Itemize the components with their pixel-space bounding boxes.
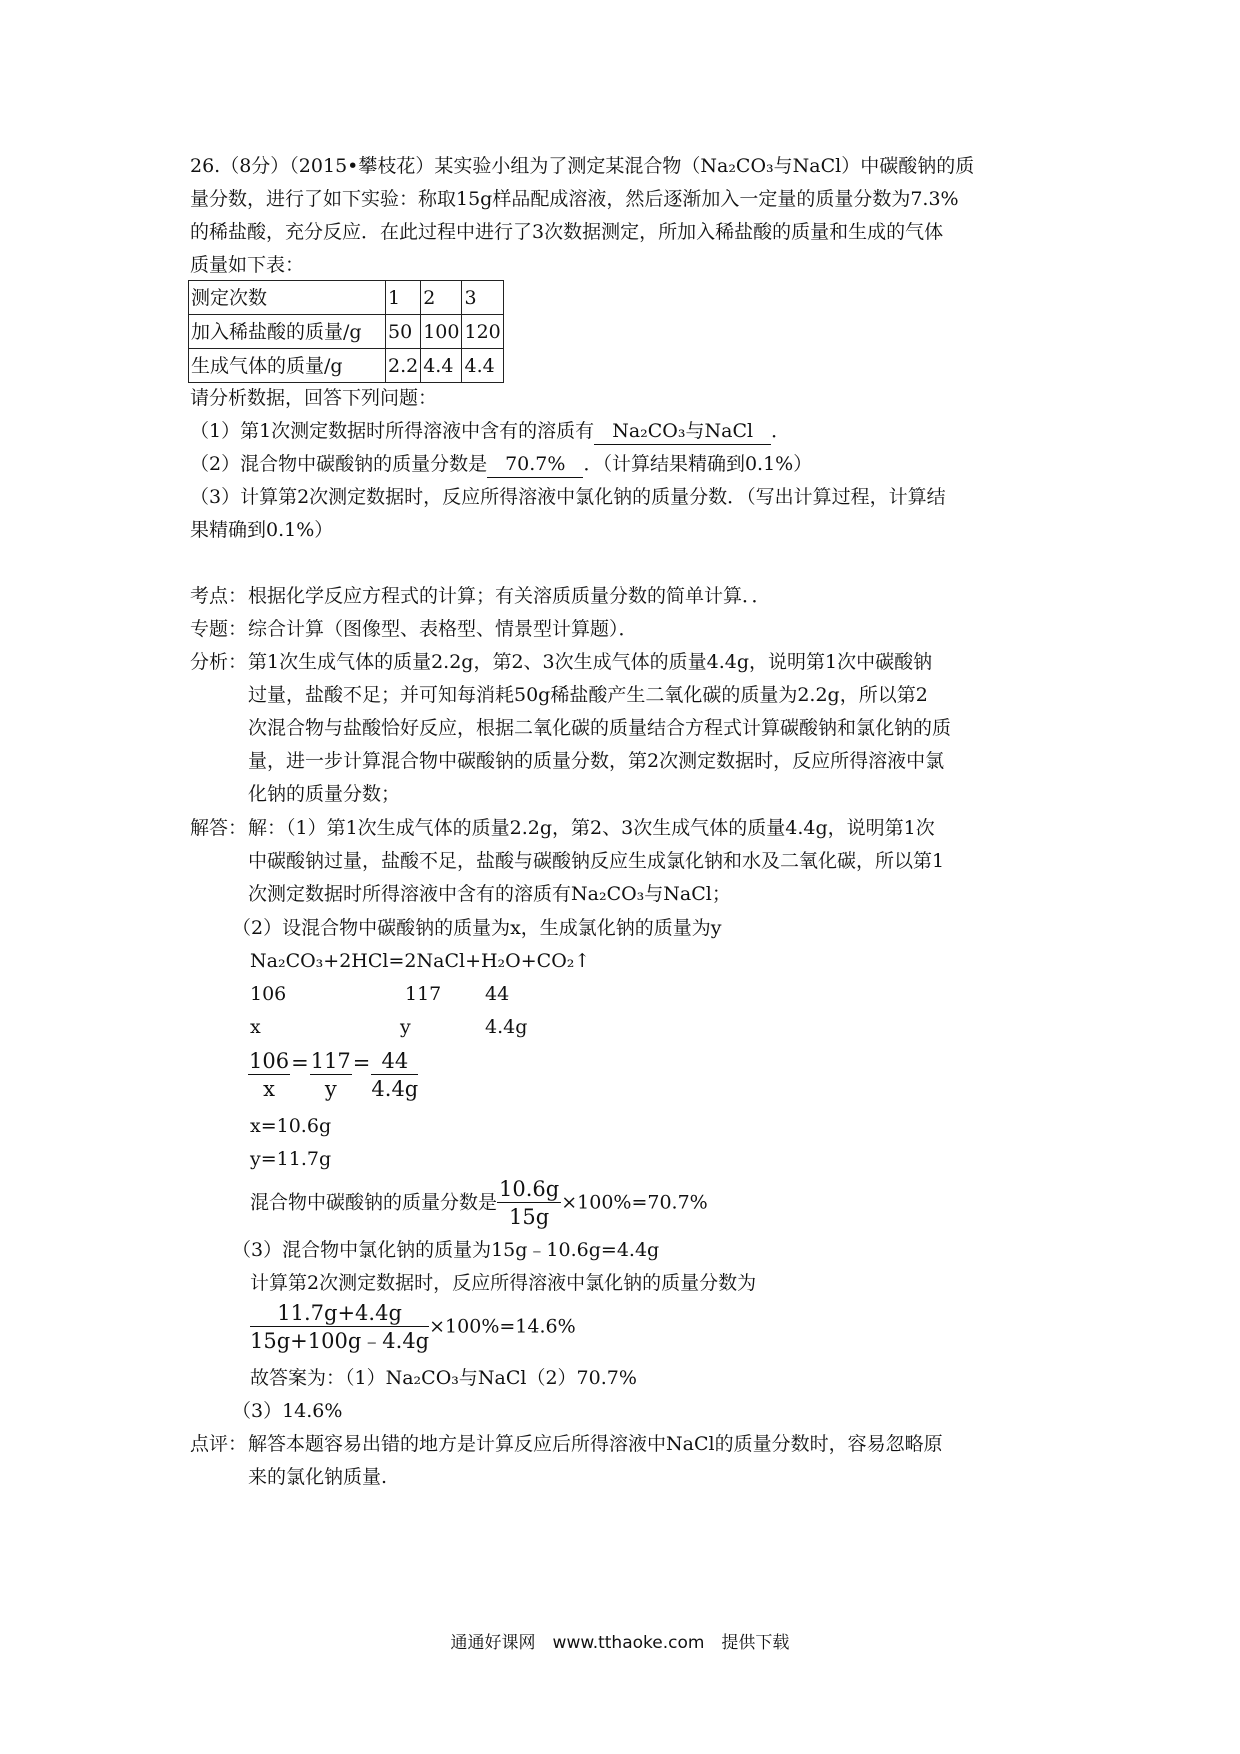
section-line: 来的氯化钠质量. bbox=[248, 1466, 388, 1488]
result-x: x=10.6g bbox=[250, 1115, 332, 1137]
section-line: 化钠的质量分数； bbox=[248, 783, 401, 805]
answer-summary: 故答案为：（1）Na₂CO₃与NaCl（2）70.7% bbox=[250, 1367, 637, 1389]
answer-summary: （3）14.6% bbox=[232, 1400, 343, 1422]
ratio-fraction bbox=[248, 1048, 290, 1103]
section-line: 量，进一步计算混合物中碳酸钠的质量分数，第2次测定数据时，反应所得溶液中氯 bbox=[248, 750, 945, 772]
section-label: 解答： bbox=[190, 817, 248, 839]
fraction-line-2 bbox=[250, 1300, 576, 1355]
ratio-fraction bbox=[371, 1048, 418, 1103]
section-label: 专题： bbox=[190, 618, 248, 640]
sub-question-text: （1）第1次测定数据时所得溶液中含有的溶质有 bbox=[190, 420, 595, 442]
section-text: 根据化学反应方程式的计算；有关溶质质量分数的简单计算．． bbox=[248, 585, 771, 607]
question-line: 的稀盐酸，充分反应．在此过程中进行了3次数据测定，所加入稀盐酸的质量和生成的气体 bbox=[190, 221, 944, 243]
table-row bbox=[189, 315, 504, 349]
mass-value: 117 bbox=[405, 983, 442, 1005]
variable-value: x bbox=[250, 1016, 261, 1038]
table-cell: 2.2 bbox=[386, 349, 421, 383]
question-line: 量分数，进行了如下实验：称取15g样品配成溶液，然后逐渐加入一定量的质量分数为7.3% bbox=[190, 188, 959, 210]
question-line: 26.（8分）（2015•攀枝花）某实验小组为了测定某混合物（Na₂CO₃与NaCl）中碳酸钠的质 bbox=[190, 155, 975, 177]
calc-text: ×100%=14.6% bbox=[429, 1315, 576, 1338]
fraction-denominator: 15g+100g﹣4.4g bbox=[250, 1329, 430, 1353]
calc-line: （3）混合物中氯化钠的质量为15g﹣10.6g=4.4g bbox=[232, 1239, 660, 1261]
fraction bbox=[497, 1176, 561, 1231]
sub-question-text: ． bbox=[771, 420, 791, 442]
proportion-equation bbox=[248, 1048, 418, 1103]
table-cell: 120 bbox=[462, 315, 503, 349]
fraction-numerator: 11.7g+4.4g bbox=[250, 1300, 429, 1327]
calc-line: （2）设混合物中碳酸钠的质量为x，生成氯化钠的质量为y bbox=[232, 917, 722, 939]
variable-value: y bbox=[400, 1016, 411, 1038]
section-body bbox=[248, 646, 1060, 811]
section-body bbox=[248, 1428, 1060, 1494]
ratio-denominator: y bbox=[324, 1077, 337, 1101]
section-body bbox=[248, 812, 1060, 911]
table-cell: 50 bbox=[386, 315, 421, 349]
table-cell: 加入稀盐酸的质量/g bbox=[189, 315, 386, 349]
section-label: 分析： bbox=[190, 651, 248, 673]
ratio-denominator: x bbox=[263, 1077, 275, 1101]
calc-text: ×100%=70.7% bbox=[561, 1191, 708, 1214]
calc-text: 混合物中碳酸钠的质量分数是 bbox=[250, 1191, 498, 1214]
table-cell: 3 bbox=[462, 281, 503, 315]
fraction bbox=[250, 1300, 429, 1355]
answer-blank: Na₂CO₃与NaCl bbox=[594, 418, 771, 445]
fraction-numerator: 10.6g bbox=[499, 1177, 560, 1201]
ratio-numerator: 117 bbox=[310, 1049, 351, 1073]
sub-question-text: ．（计算结果精确到0.1%） bbox=[583, 453, 813, 475]
sub-question-1 bbox=[190, 415, 1060, 448]
sub-question-2 bbox=[190, 448, 1060, 481]
page-footer: 通通好课网 www.tthaoke.com 提供下载 bbox=[450, 1633, 790, 1653]
calc-line: 计算第2次测定数据时，反应所得溶液中氯化钠的质量分数为 bbox=[250, 1272, 757, 1294]
table-cell: 4.4 bbox=[462, 349, 503, 383]
table-cell: 生成气体的质量/g bbox=[189, 349, 386, 383]
result-y: y=11.7g bbox=[250, 1148, 332, 1170]
ratio-numerator: 44 bbox=[371, 1048, 418, 1075]
variable-value: 4.4g bbox=[485, 1016, 528, 1038]
section-line: 第1次生成气体的质量2.2g，第2、3次生成气体的质量4.4g，说明第1次中碳酸钠 bbox=[248, 651, 933, 673]
section-label: 点评： bbox=[190, 1433, 248, 1455]
fraction-denominator: 15g bbox=[509, 1205, 550, 1229]
sub-question-3-cont: 果精确到0.1%） bbox=[190, 519, 334, 541]
section-text: 综合计算（图像型、表格型、情景型计算题）． bbox=[248, 618, 638, 640]
mass-value: 106 bbox=[250, 983, 287, 1005]
section-line: 解：（1）第1次生成气体的质量2.2g，第2、3次生成气体的质量4.4g，说明第1次 bbox=[248, 817, 935, 839]
table-row bbox=[189, 281, 504, 315]
section-line: 解答本题容易出错的地方是计算反应后所得溶液中NaCl的质量分数时，容易忽略原 bbox=[248, 1433, 943, 1455]
table-row bbox=[189, 349, 504, 383]
sub-questions bbox=[190, 382, 1060, 547]
section-line: 次混合物与盐酸恰好反应，根据二氧化碳的质量结合方程式计算碳酸钠和氯化钠的质 bbox=[248, 717, 952, 739]
answer-blank: 70.7% bbox=[487, 451, 583, 478]
section-line: 中碳酸钠过量，盐酸不足，盐酸与碳酸钠反应生成氯化钠和水及二氧化碳，所以第1 bbox=[248, 850, 945, 872]
equals-sign: = bbox=[291, 1051, 309, 1075]
mass-value: 44 bbox=[485, 983, 510, 1005]
table-cell: 4.4 bbox=[421, 349, 462, 383]
ratio-fraction bbox=[310, 1048, 352, 1103]
table-cell: 测定次数 bbox=[189, 281, 386, 315]
equals-sign: = bbox=[352, 1051, 371, 1075]
table-cell: 2 bbox=[421, 281, 462, 315]
prompt-line: 请分析数据，回答下列问题： bbox=[190, 387, 438, 409]
section-line: 次测定数据时所得溶液中含有的溶质有Na₂CO₃与NaCl； bbox=[248, 883, 731, 905]
sub-question-3: （3）计算第2次测定数据时，反应所得溶液中氯化钠的质量分数．（写出计算过程，计算结 bbox=[190, 486, 946, 508]
table-cell: 1 bbox=[386, 281, 421, 315]
question-line: 质量如下表： bbox=[190, 254, 305, 276]
question-stem bbox=[190, 150, 1060, 282]
table-cell: 100 bbox=[421, 315, 462, 349]
ratio-denominator: 4.4g bbox=[371, 1077, 419, 1101]
sub-question-text: （2）混合物中碳酸钠的质量分数是 bbox=[190, 453, 488, 475]
chemical-equation: Na₂CO₃+2HCl=2NaCl+H₂O+CO₂↑ bbox=[250, 950, 591, 972]
data-table bbox=[188, 280, 504, 383]
fraction-line-1 bbox=[250, 1176, 708, 1231]
section-label: 考点： bbox=[190, 585, 248, 607]
ratio-numerator: 106 bbox=[249, 1049, 290, 1073]
section-line: 过量，盐酸不足；并可知每消耗50g稀盐酸产生二氧化碳的质量为2.2g，所以第2 bbox=[248, 684, 928, 706]
